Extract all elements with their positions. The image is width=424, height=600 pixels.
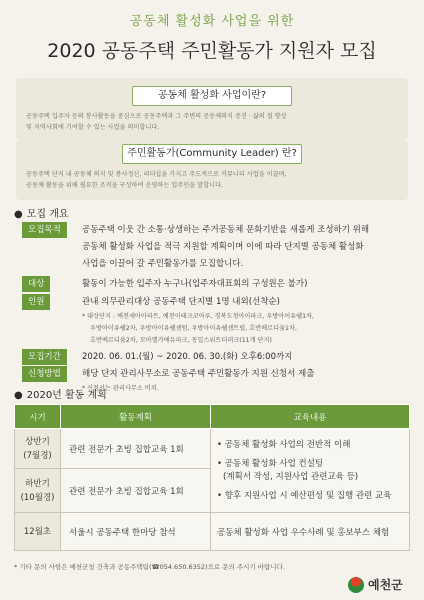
schedule-edu-cell [211, 429, 410, 513]
method-text: 해당 단지 관리사무소로 공동주택 주민활동가 지원 신청서 제출 [82, 369, 315, 379]
period-text: 2020. 06. 01.(월) ~ 2020. 06. 30.(화) 오후6:00까지 [82, 352, 293, 362]
schedule-plan-cell: 관련 전문가 초빙 집합교육 1회 [61, 469, 211, 513]
method-label: 신청방법 [22, 366, 67, 382]
edu-item: • 향후 지원사업 시 예산편성 및 집행 관련 교육 [217, 490, 392, 501]
intro-box-leader [16, 140, 408, 200]
edu-item: • 공동체 활성화 사업 컨설팅 [217, 458, 324, 469]
poster-title: 2020 공동주택 주민활동가 지원자 모집 [47, 40, 377, 62]
schedule-period-cell [15, 429, 61, 469]
period-line: 상반기 [25, 436, 50, 447]
table-row [15, 429, 410, 469]
personnel-note: 호반베르디움2차, 모아엘가에듀파크, 동일스위트더퍼크(11개 단지) [90, 337, 272, 344]
intro-box-heading: 공동체 활성화 사업이란? [132, 86, 292, 106]
schedule-header-period: 시기 [15, 405, 61, 429]
schedule-section-title [14, 386, 107, 401]
bullet-icon: ● [14, 390, 23, 401]
intro-box-text-line: 공동주택 입주자 등의 봉사활동을 중심으로 공동주택과 그 주변의 공동체의식 증진 · 삶의 질 향상 [26, 113, 287, 120]
schedule-plan-cell: 서울시 공동주택 한마당 참석 [61, 513, 211, 551]
method-note: * 신청서는 관리사무소 비치. [82, 385, 159, 392]
purpose-label: 모집목적 [22, 222, 67, 238]
period-label: 모집기간 [22, 349, 67, 365]
intro-box-text-line: 공동주택 단지 내 공동체 의식 및 봉사정신, 리더십을 가지고 주도적으로 커뮤니티 사업을 이끌며, [26, 171, 287, 178]
target-text: 활동이 가능한 입주자 누구나(입주자대표회의 구성원은 불가) [82, 279, 308, 289]
poster-subtitle: 공동체 활성화 사업을 위한 [129, 14, 295, 29]
purpose-text-line: 공동주택 이웃 간 소통·상생하는 주거공동체 문화기반을 새롭게 조성하기 위해 [82, 225, 370, 235]
schedule-period-cell [15, 469, 61, 513]
personnel-text: 관내 의무관리대상 공동주택 단지별 1명 내외(선착순) [82, 297, 280, 307]
schedule-period-cell: 12월초 [15, 513, 61, 551]
edu-item-detail: (계획서 작성, 지원사업 관련교육 등) [223, 471, 359, 482]
bullet-icon: ● [14, 209, 23, 220]
period-line: (7월경) [23, 450, 52, 461]
overview-section-title [14, 205, 69, 220]
schedule-edu-cell: 공동체 활성화 사업 우수사례 및 홍보부스 체험 [211, 513, 410, 551]
footer-note: * 기타 문의 사항은 예천군청 건축과 공동주택팀(☎054.650.6352)으로 문의 주시기 바랍니다. [14, 563, 285, 571]
intro-box-community [16, 78, 408, 140]
personnel-note: 우방아이유쉘2차, 우방아이유쉘센텀, 우방아이유쉘센트럴, 호반베르디움1차, [90, 325, 297, 332]
schedule-header-plan: 활동계획 [61, 405, 211, 429]
period-line: (10월경) [20, 492, 55, 503]
edu-item: • 공동체 활성화 사업의 전반적 이해 [217, 439, 351, 450]
county-logo-text: 예천군 [368, 578, 403, 592]
target-label: 대상 [22, 276, 50, 292]
overview-title-text: 모집 개요 [26, 209, 69, 220]
period-line: 하반기 [25, 478, 50, 489]
county-logo [348, 576, 412, 594]
schedule-header-edu: 교육내용 [211, 405, 410, 429]
intro-box-text-line: 공동체 활동을 위해 필요한 조직을 구성하여 운영하는 입주민을 말합니다. [26, 182, 224, 189]
personnel-label: 인원 [22, 294, 50, 310]
intro-box-text-line: 및 지역사회에 기여할 수 있는 사업을 의미합니다. [26, 124, 160, 131]
schedule-title-text: 2020년 활동 계획 [26, 390, 107, 401]
county-emblem-icon [348, 577, 364, 593]
schedule-plan-cell: 관련 전문가 초빙 집합교육 1회 [61, 429, 211, 469]
intro-box-heading: 주민활동가(Community Leader) 란? [122, 144, 302, 164]
table-row [15, 513, 410, 551]
purpose-text-line: 사업을 이끌어 갈 주민활동가를 모집합니다. [82, 259, 244, 269]
schedule-table [14, 404, 410, 551]
personnel-note: * 대상단지 : 예천세아아파트, 예천이테크코아루, 경북도청아이파크, 우방아이유쉘1차, [82, 313, 315, 320]
purpose-text-line: 공동체 활성화 사업을 적극 지원할 계획이며 이에 따라 단지별 공동체 활성화 [82, 242, 364, 252]
